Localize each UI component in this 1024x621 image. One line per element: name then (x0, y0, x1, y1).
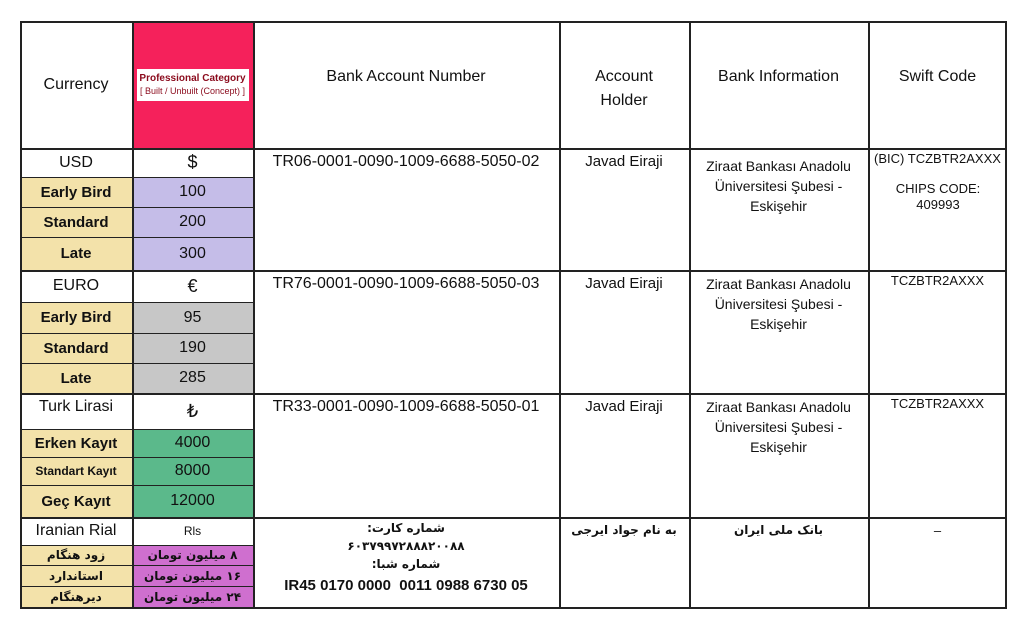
irr-tier-value: ۱۶ میلیون تومان (132, 565, 253, 586)
row-divider (20, 517, 1007, 519)
column-divider (253, 21, 255, 608)
table-border-bottom (20, 607, 1007, 609)
row-divider (20, 148, 1007, 150)
tier-divider (20, 586, 253, 587)
euro-tier-value: 95 (132, 302, 253, 333)
irr-tier-value: ۸ میلیون تومان (132, 545, 253, 565)
irr-card-label: شماره کارت: (367, 521, 445, 535)
payment-table (20, 21, 1007, 608)
irr-currency: Iranian Rial (35, 522, 117, 539)
irr-card-number: ۶۰۳۷۹۹۷۲۸۸۸۲۰۰۸۸ (347, 539, 465, 553)
euro-swift-code: TCZBTR2AXXX (890, 273, 985, 288)
usd-tier-value: 300 (132, 237, 253, 270)
header-currency: Currency (43, 75, 109, 93)
irr-sheba-label: شماره شبا: (371, 557, 441, 571)
usd-account-number: TR06-0001-0090-1009-6688-5050-02 (272, 153, 540, 170)
header-bank-information: Bank Information (718, 68, 839, 85)
irr-tier-label: زود هنگام (20, 545, 132, 565)
header-account-holder: Account Holder (595, 68, 653, 109)
try-symbol: ₺ (186, 400, 199, 421)
try-tier-label: Geç Kayıt (20, 485, 132, 517)
euro-account-holder: Javad Eiraji (585, 275, 663, 292)
irr-tier-label: استاندارد (20, 565, 132, 586)
irr-tier-value: ۲۴ میلیون تومان (132, 586, 253, 608)
header-swift-code: Swift Code (898, 68, 977, 85)
try-account-number: TR33-0001-0090-1009-6688-5050-01 (272, 398, 540, 415)
irr-bank-info: بانک ملی ایران (733, 523, 824, 537)
euro-tier-label: Standard (20, 333, 132, 363)
try-bank-info: Ziraat Bankası Anadolu Üniversitesi Şubesi - Eskişehir (706, 399, 851, 455)
professional-category-sub: [ Built / Unbuilt (Concept) ] (139, 85, 246, 96)
try-account-holder: Javad Eiraji (585, 398, 663, 415)
tier-divider (20, 302, 253, 303)
professional-category-label: Professional Category (139, 72, 246, 84)
usd-tier-value: 100 (132, 177, 253, 207)
usd-bank-info: Ziraat Bankası Anadolu Üniversitesi Şubesi - Eskişehir (706, 158, 851, 214)
column-divider (559, 21, 561, 608)
irr-account-holder: به نام جواد ایرجی (571, 523, 677, 537)
usd-swift-code: (BIC) TCZBTR2AXXX (874, 151, 1001, 166)
tier-divider (20, 237, 253, 238)
tier-divider (20, 565, 253, 566)
try-tier-label: Standart Kayıt (20, 457, 132, 485)
try-tier-value: 12000 (132, 485, 253, 517)
table-border-left (20, 21, 22, 608)
usd-account-holder: Javad Eiraji (585, 153, 663, 170)
tier-divider (20, 207, 253, 208)
usd-tier-label: Standard (20, 207, 132, 237)
usd-tier-value: 200 (132, 207, 253, 237)
usd-tier-label: Late (20, 237, 132, 270)
tier-divider (20, 545, 253, 546)
euro-tier-label: Early Bird (20, 302, 132, 333)
tier-divider (20, 485, 253, 486)
euro-account-number: TR76-0001-0090-1009-6688-5050-03 (272, 275, 540, 292)
column-divider (132, 21, 134, 608)
tier-divider (20, 457, 253, 458)
row-divider (20, 393, 1007, 395)
try-swift-code: TCZBTR2AXXX (890, 396, 985, 411)
try-tier-value: 4000 (132, 429, 253, 457)
euro-currency: EURO (52, 277, 100, 294)
euro-symbol: € (187, 275, 198, 296)
tier-divider (20, 363, 253, 364)
row-divider (20, 270, 1007, 272)
tier-divider (20, 177, 253, 178)
try-currency: Turk Lirasi (38, 398, 114, 415)
tier-divider (20, 429, 253, 430)
header-bank-account-number: Bank Account Number (326, 68, 486, 85)
usd-tier-label: Early Bird (20, 177, 132, 207)
table-border-right (1005, 21, 1007, 608)
irr-swift-code: – (933, 523, 942, 538)
header-professional-category (132, 21, 253, 148)
try-tier-value: 8000 (132, 457, 253, 485)
column-divider (868, 21, 870, 608)
irr-tier-label: دیرهنگام (20, 586, 132, 608)
irr-iban: IR45 0170 0000 0011 0988 6730 05 (284, 577, 528, 594)
tier-divider (20, 333, 253, 334)
euro-bank-info: Ziraat Bankası Anadolu Üniversitesi Şubesi - Eskişehir (706, 276, 851, 332)
euro-tier-label: Late (20, 363, 132, 393)
column-divider (689, 21, 691, 608)
irr-symbol: Rls (183, 524, 202, 538)
euro-tier-value: 285 (132, 363, 253, 393)
usd-chips-code: CHIPS CODE: 409993 (895, 181, 981, 212)
euro-tier-value: 190 (132, 333, 253, 363)
usd-currency: USD (59, 153, 93, 171)
usd-symbol: $ (187, 152, 198, 172)
table-border-top (20, 21, 1007, 23)
try-tier-label: Erken Kayıt (20, 429, 132, 457)
